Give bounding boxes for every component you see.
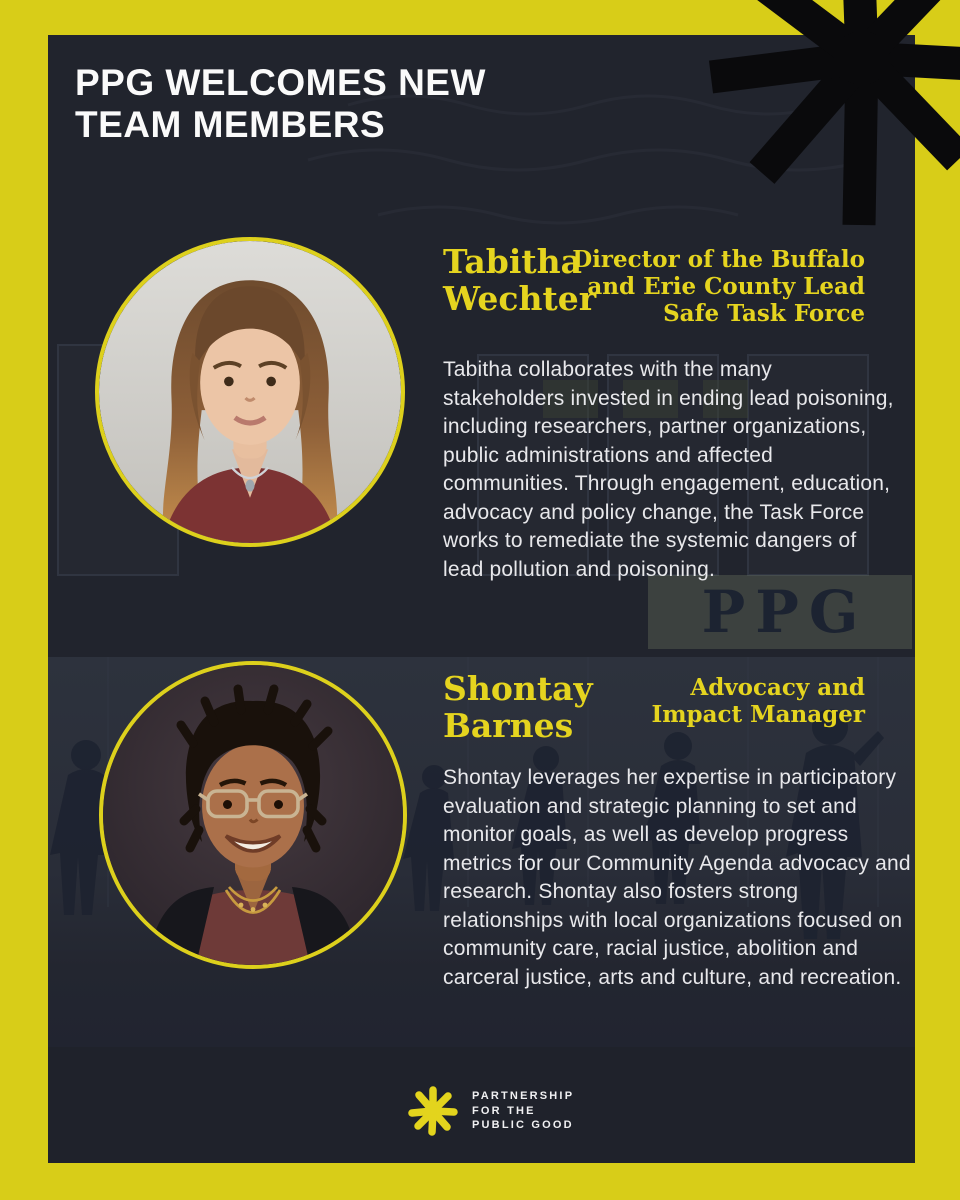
logo-asterisk-icon	[404, 1080, 462, 1142]
logo-line-2: FOR THE	[472, 1104, 536, 1117]
member-role-tabitha: Director of the Buffalo and Erie County Lead Safe Task Force	[572, 246, 865, 327]
title-line-2: TEAM MEMBERS	[75, 104, 386, 145]
title-line-1: PPG WELCOMES NEW	[75, 62, 486, 103]
portrait-tabitha-wechter	[95, 237, 405, 547]
ppg-logo	[404, 1080, 574, 1142]
member-name-tabitha: Tabitha Wechter	[443, 242, 597, 318]
logo-wordmark	[472, 1089, 574, 1133]
member-name-shontay: Shontay Barnes	[443, 669, 593, 745]
logo-line-3: PUBLIC GOOD	[472, 1119, 574, 1132]
member-bio-shontay: Shontay leverages her expertise in participatory evaluation and strategic planning to set and monitor goals, as well as develop progress metrics for our Community Agenda advocacy and research. Shontay also fosters strong relationships with local organizations focused on community care, racial justice, abolition and carceral justice, arts and culture, and recreation.	[443, 766, 911, 989]
logo-line-1: PARTNERSHIP	[472, 1090, 575, 1103]
member-role-shontay: Advocacy and Impact Manager	[651, 674, 865, 728]
member-bio-tabitha: Tabitha collaborates with the many stakeholders invested in ending lead poisoning, including researchers, partner organizations, public administrations and affected communities. Through engagement, education, advocacy and policy change, the Task Force works to remediate the systemic dangers of lead pollution and poisoning.	[443, 358, 894, 581]
background-ppg-storefront-sign	[648, 575, 912, 649]
page-title	[75, 62, 486, 146]
brush-asterisk-icon	[692, 0, 960, 228]
portrait-shontay-barnes	[99, 661, 407, 969]
ppg-sign-text: PPG	[701, 578, 869, 646]
